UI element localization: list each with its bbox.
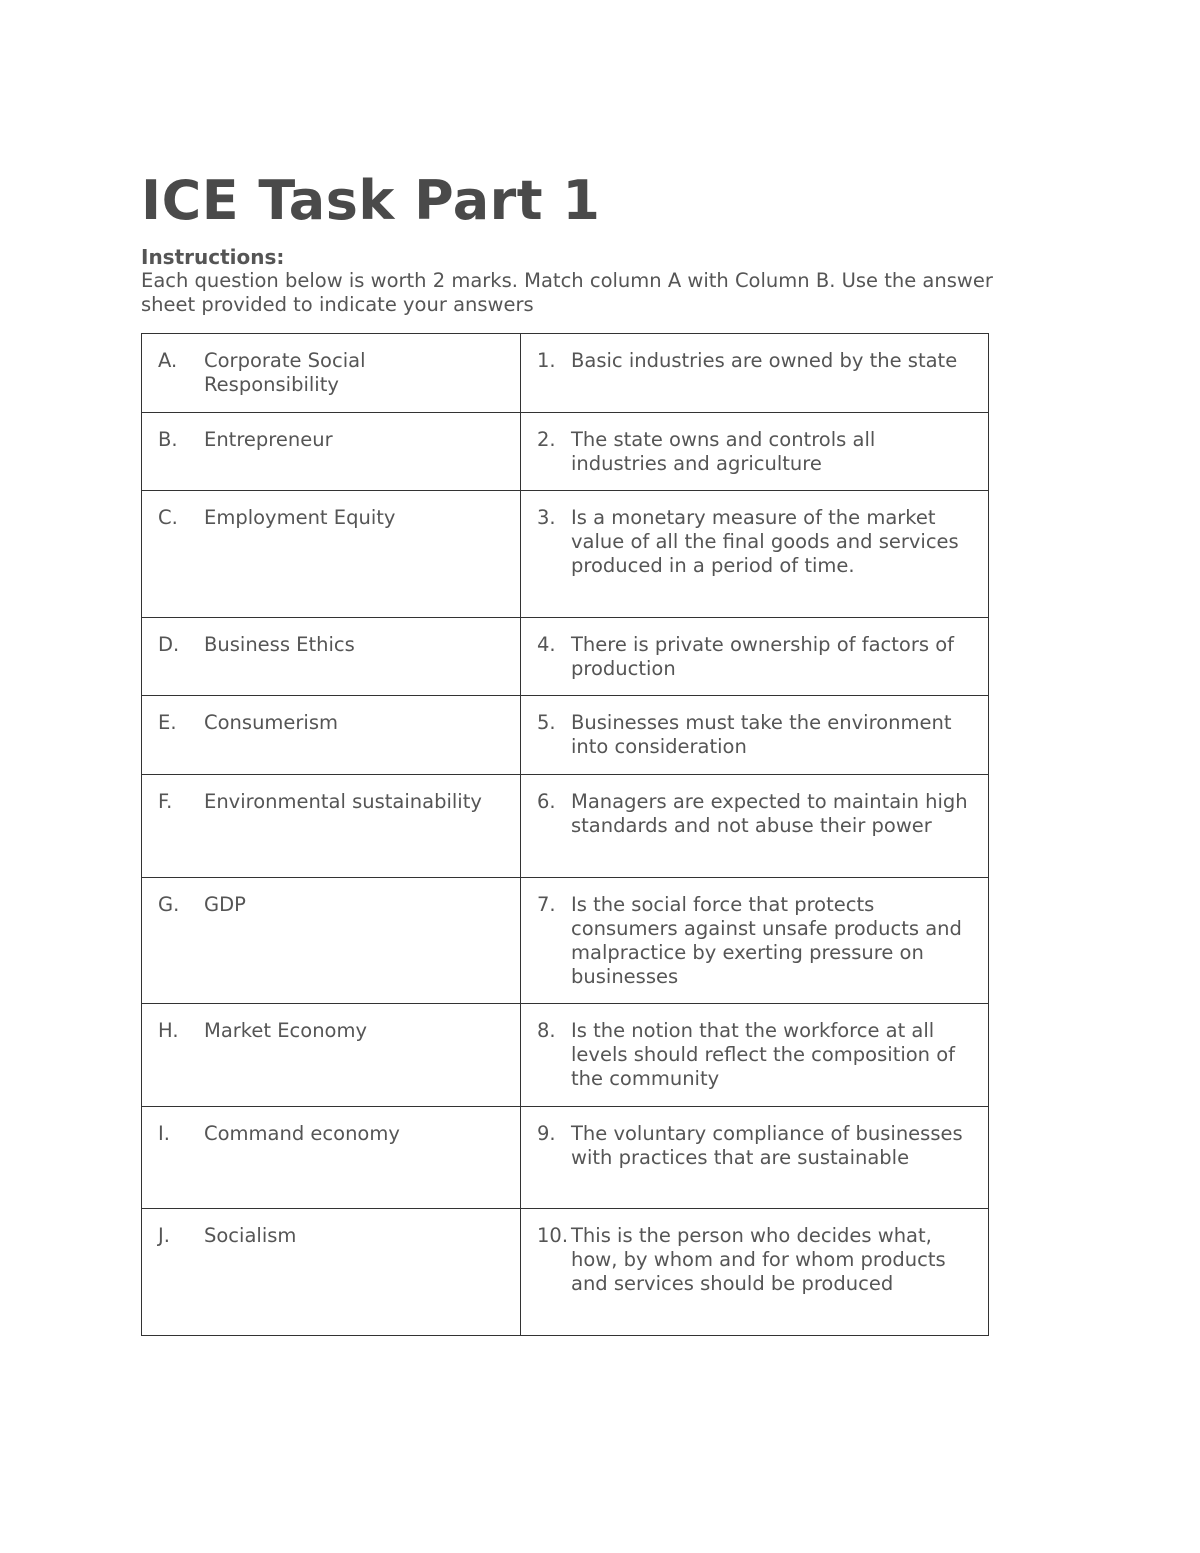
column-a-item	[158, 506, 506, 530]
column-a-term: Command economy	[204, 1122, 400, 1145]
column-b-item	[537, 1224, 974, 1296]
column-b-item	[537, 893, 974, 989]
column-a-item	[158, 428, 506, 452]
column-a-marker: A.	[158, 349, 178, 372]
column-b-definition: This is the person who decides what, how, by whom and for whom products and services should be produced	[571, 1224, 946, 1295]
matching-table	[141, 333, 989, 1336]
column-a-item	[158, 711, 506, 735]
column-b-item	[537, 506, 974, 578]
column-a-marker: I.	[158, 1122, 170, 1145]
column-a-item	[158, 1224, 506, 1248]
column-b-definition: Is the notion that the workforce at all levels should reflect the composition of the community	[571, 1019, 956, 1090]
column-a-term: Corporate Social Responsibility	[204, 349, 366, 396]
column-a-item	[158, 349, 506, 397]
column-b-cell	[521, 878, 989, 1004]
column-b-definition: Businesses must take the environment into consideration	[571, 711, 952, 758]
column-a-item	[158, 790, 506, 814]
column-a-marker: C.	[158, 506, 178, 529]
column-a-marker: G.	[158, 893, 180, 916]
column-a-marker: J.	[158, 1224, 170, 1247]
table-row	[142, 696, 989, 775]
table-row	[142, 1209, 989, 1336]
column-b-number: 10.	[537, 1224, 569, 1247]
column-b-number: 1.	[537, 349, 556, 372]
column-a-cell	[142, 491, 521, 618]
column-a-cell	[142, 1209, 521, 1336]
table-row	[142, 1004, 989, 1107]
column-b-number: 9.	[537, 1122, 556, 1145]
column-a-term: Business Ethics	[204, 633, 355, 656]
column-b-number: 3.	[537, 506, 556, 529]
column-a-term: Employment Equity	[204, 506, 396, 529]
column-b-cell	[521, 1209, 989, 1336]
column-a-marker: F.	[158, 790, 173, 813]
column-b-definition: Managers are expected to maintain high standards and not abuse their power	[571, 790, 968, 837]
column-a-cell	[142, 618, 521, 696]
column-b-cell	[521, 334, 989, 413]
column-a-marker: D.	[158, 633, 180, 656]
column-a-marker: E.	[158, 711, 177, 734]
column-b-number: 4.	[537, 633, 556, 656]
instructions-label: Instructions:	[141, 245, 285, 269]
column-a-term: GDP	[204, 893, 246, 916]
column-b-number: 8.	[537, 1019, 556, 1042]
column-b-definition: There is private ownership of factors of production	[571, 633, 955, 680]
column-a-cell	[142, 878, 521, 1004]
column-b-item	[537, 711, 974, 759]
column-b-number: 6.	[537, 790, 556, 813]
column-a-item	[158, 893, 506, 917]
table-row	[142, 413, 989, 491]
column-a-item	[158, 1122, 506, 1146]
column-a-term: Market Economy	[204, 1019, 368, 1042]
column-b-cell	[521, 696, 989, 775]
column-b-definition: The state owns and controls all industries and agriculture	[571, 428, 876, 475]
document-page	[141, 168, 1051, 317]
table-row	[142, 1107, 989, 1209]
column-b-cell	[521, 1107, 989, 1209]
table-row	[142, 491, 989, 618]
table-row	[142, 334, 989, 413]
column-a-cell	[142, 1004, 521, 1107]
column-b-item	[537, 428, 974, 476]
column-b-definition: Is a monetary measure of the market value of all the final goods and services produced in a period of time.	[571, 506, 959, 577]
column-a-term: Socialism	[204, 1224, 297, 1247]
instructions-text: Each question below is worth 2 marks. Match column A with Column B. Use the answer sheet provided to indicate your answers	[141, 269, 993, 316]
column-a-term: Consumerism	[204, 711, 339, 734]
column-a-term: Environmental sustainability	[204, 790, 482, 813]
column-a-cell	[142, 696, 521, 775]
matching-table-body	[142, 334, 989, 1336]
column-b-cell	[521, 1004, 989, 1107]
column-b-item	[537, 790, 974, 838]
column-a-cell	[142, 775, 521, 878]
column-a-marker: H.	[158, 1019, 179, 1042]
column-b-number: 5.	[537, 711, 556, 734]
column-b-item	[537, 633, 974, 681]
column-a-item	[158, 1019, 506, 1043]
column-b-item	[537, 349, 974, 373]
column-b-item	[537, 1019, 974, 1091]
column-b-cell	[521, 618, 989, 696]
column-a-item	[158, 633, 506, 657]
column-b-number: 7.	[537, 893, 556, 916]
column-b-item	[537, 1122, 974, 1170]
column-b-number: 2.	[537, 428, 556, 451]
column-a-cell	[142, 1107, 521, 1209]
table-row	[142, 618, 989, 696]
column-a-marker: B.	[158, 428, 178, 451]
column-a-term: Entrepreneur	[204, 428, 333, 451]
column-b-definition: The voluntary compliance of businesses with practices that are sustainable	[571, 1122, 963, 1169]
table-row	[142, 775, 989, 878]
column-b-cell	[521, 775, 989, 878]
column-a-cell	[142, 413, 521, 491]
column-b-cell	[521, 491, 989, 618]
table-row	[142, 878, 989, 1004]
page-title: ICE Task Part 1	[141, 169, 601, 232]
column-b-definition: Is the social force that protects consumers against unsafe products and malpractice by exerting pressure on businesses	[571, 893, 962, 988]
column-b-cell	[521, 413, 989, 491]
column-a-cell	[142, 334, 521, 413]
column-b-definition: Basic industries are owned by the state	[571, 349, 958, 372]
